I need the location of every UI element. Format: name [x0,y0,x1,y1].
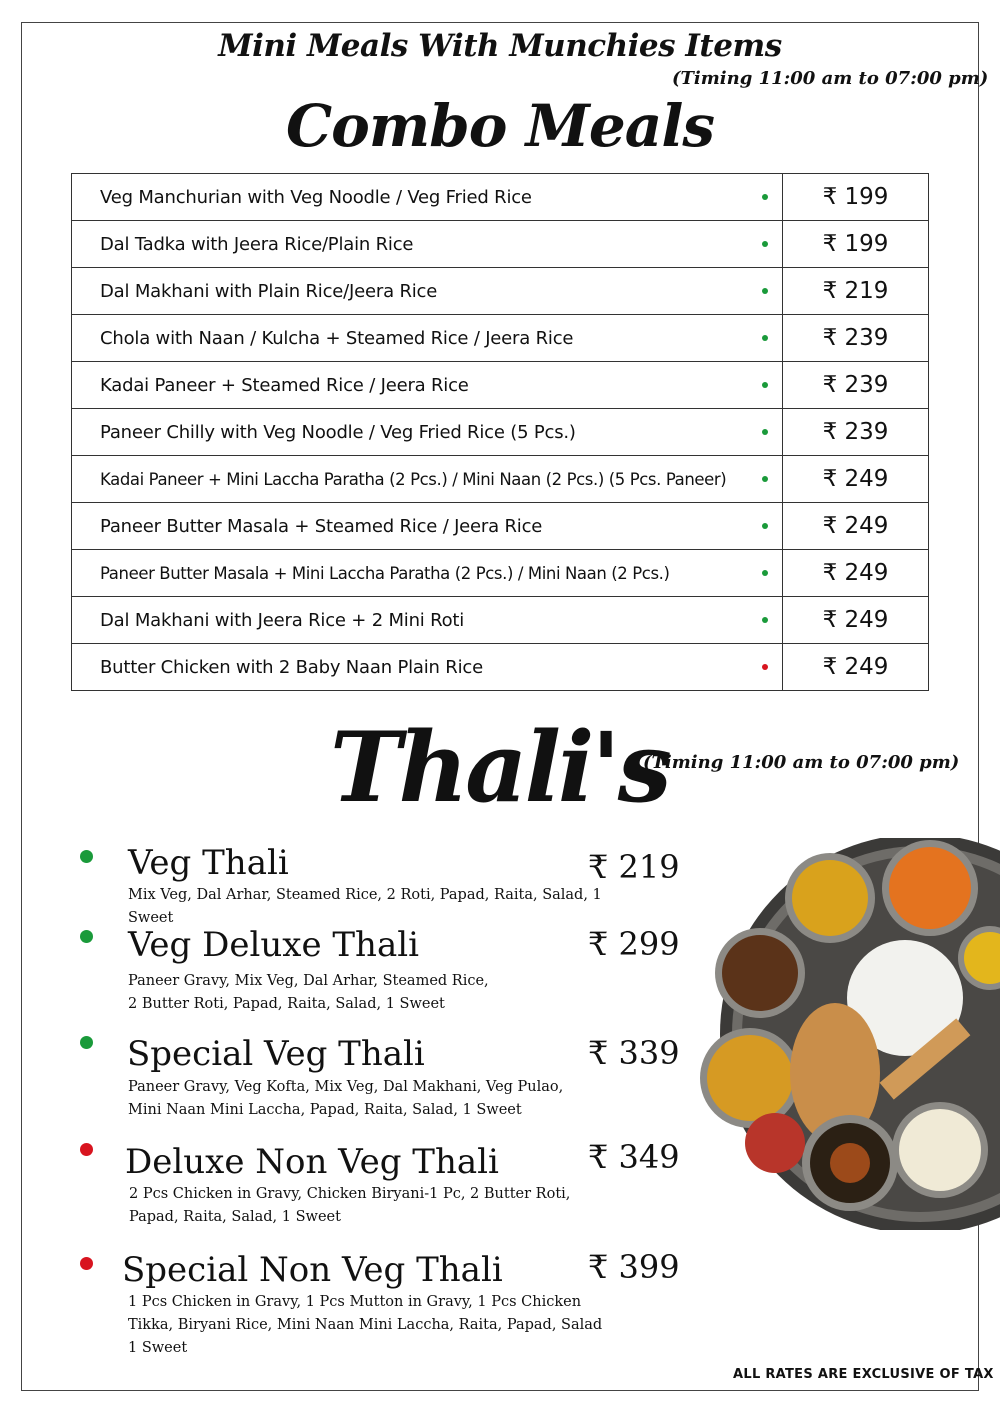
combo-item-cell [72,456,783,503]
thali-description [129,1183,629,1229]
thali-name: Special Veg Thali [127,1034,425,1074]
combo-item-name: Kadai Paneer + Mini Laccha Paratha (2 Pcs.) / Mini Naan (2 Pcs.) (5 Pcs. Paneer) [100,469,727,489]
combo-item-cell [72,315,783,362]
veg-indicator-icon [80,930,93,943]
nonveg-indicator-icon [762,664,768,670]
thali-description-line: 1 Sweet [128,1340,188,1356]
nonveg-indicator-icon [80,1143,93,1156]
combo-item-name: Dal Makhani with Jeera Rice + 2 Mini Roti [100,609,465,631]
thali-price: ₹ 349 [588,1138,680,1176]
combo-item-cell [72,644,783,691]
combo-row [72,550,929,597]
veg-indicator-icon [762,335,768,341]
thalis-title: Thali's [330,711,669,824]
thali-name: Veg Deluxe Thali [128,925,419,965]
thali-price: ₹ 399 [588,1248,680,1286]
thali-price: ₹ 339 [588,1034,680,1072]
veg-indicator-icon [762,523,768,529]
combo-meals-title: Combo Meals [285,92,715,160]
thali-description-line: Papad, Raita, Salad, 1 Sweet [129,1209,341,1225]
combo-price: ₹ 219 [783,268,929,315]
combo-price: ₹ 249 [783,550,929,597]
combo-item-name: Paneer Butter Masala + Steamed Rice / Jeera Rice [100,515,543,537]
nonveg-indicator-icon [80,1257,93,1270]
combo-row [72,503,929,550]
combo-price: ₹ 239 [783,362,929,409]
thali-price: ₹ 299 [588,925,680,963]
veg-indicator-icon [762,570,768,576]
thali-description [128,1076,628,1122]
combo-item-cell [72,362,783,409]
veg-indicator-icon [762,476,768,482]
thali-description-line: Mini Naan Mini Laccha, Papad, Raita, Salad, 1 Sweet [128,1102,522,1118]
veg-indicator-icon [762,288,768,294]
thali-name: Special Non Veg Thali [122,1250,503,1290]
combo-item-name: Dal Makhani with Plain Rice/Jeera Rice [100,280,438,302]
veg-indicator-icon [80,1036,93,1049]
combo-item-cell [72,550,783,597]
combo-price: ₹ 199 [783,221,929,268]
combo-price: ₹ 249 [783,597,929,644]
veg-indicator-icon [762,429,768,435]
combo-row [72,221,929,268]
veg-indicator-icon [762,241,768,247]
thali-description-line: Mix Veg, Dal Arhar, Steamed Rice, 2 Roti, Papad, Raita, Salad, 1 Sweet [128,887,602,926]
combo-timing: (Timing 11:00 am to 07:00 pm) [672,68,989,89]
thali-description-line: Paneer Gravy, Mix Veg, Dal Arhar, Steamed Rice, [128,973,489,989]
thali-food-image [690,838,1000,1230]
thali-name: Veg Thali [128,843,289,883]
combo-item-name: Butter Chicken with 2 Baby Naan Plain Rice [100,656,483,678]
combo-row [72,362,929,409]
combo-meals-table [71,173,929,691]
combo-item-cell [72,503,783,550]
veg-indicator-icon [762,382,768,388]
veg-indicator-icon [762,194,768,200]
combo-item-name: Veg Manchurian with Veg Noodle / Veg Fried Rice [100,186,532,208]
thali-description-line: Paneer Gravy, Veg Kofta, Mix Veg, Dal Makhani, Veg Pulao, [128,1079,564,1095]
combo-row [72,644,929,691]
combo-item-cell [72,409,783,456]
combo-price: ₹ 199 [783,174,929,221]
combo-item-name: Paneer Chilly with Veg Noodle / Veg Fried Rice (5 Pcs.) [100,421,576,443]
thalis-timing: (Timing 11:00 am to 07:00 pm) [643,752,960,773]
combo-row [72,174,929,221]
combo-item-cell [72,597,783,644]
thali-description-line: 1 Pcs Chicken in Gravy, 1 Pcs Mutton in Gravy, 1 Pcs Chicken [128,1294,582,1310]
menu-subtitle: Mini Meals With Munchies Items [218,28,782,64]
combo-row [72,597,929,644]
thali-name: Deluxe Non Veg Thali [125,1142,499,1182]
thali-description [128,970,628,1016]
combo-item-name: Kadai Paneer + Steamed Rice / Jeera Rice [100,374,469,396]
veg-indicator-icon [762,617,768,623]
combo-item-name: Paneer Butter Masala + Mini Laccha Paratha (2 Pcs.) / Mini Naan (2 Pcs.) [100,563,670,583]
thali-price: ₹ 219 [588,848,680,886]
combo-price: ₹ 249 [783,644,929,691]
combo-item-name: Dal Tadka with Jeera Rice/Plain Rice [100,233,414,255]
combo-row [72,456,929,503]
tax-note: ALL RATES ARE EXCLUSIVE OF TAX [733,1367,994,1382]
combo-item-cell [72,268,783,315]
combo-price: ₹ 249 [783,456,929,503]
combo-row [72,409,929,456]
thali-description [128,1291,628,1360]
combo-price: ₹ 249 [783,503,929,550]
combo-price: ₹ 239 [783,409,929,456]
combo-row [72,315,929,362]
combo-item-cell [72,221,783,268]
combo-price: ₹ 239 [783,315,929,362]
veg-indicator-icon [80,850,93,863]
combo-row [72,268,929,315]
combo-item-name: Chola with Naan / Kulcha + Steamed Rice / Jeera Rice [100,327,574,349]
thali-description-line: 2 Butter Roti, Papad, Raita, Salad, 1 Sweet [128,996,445,1012]
combo-item-cell [72,174,783,221]
thali-description-line: 2 Pcs Chicken in Gravy, Chicken Biryani-1 Pc, 2 Butter Roti, [129,1186,571,1202]
thali-description-line: Tikka, Biryani Rice, Mini Naan Mini Laccha, Raita, Papad, Salad [128,1317,603,1333]
thali-description [128,884,628,930]
